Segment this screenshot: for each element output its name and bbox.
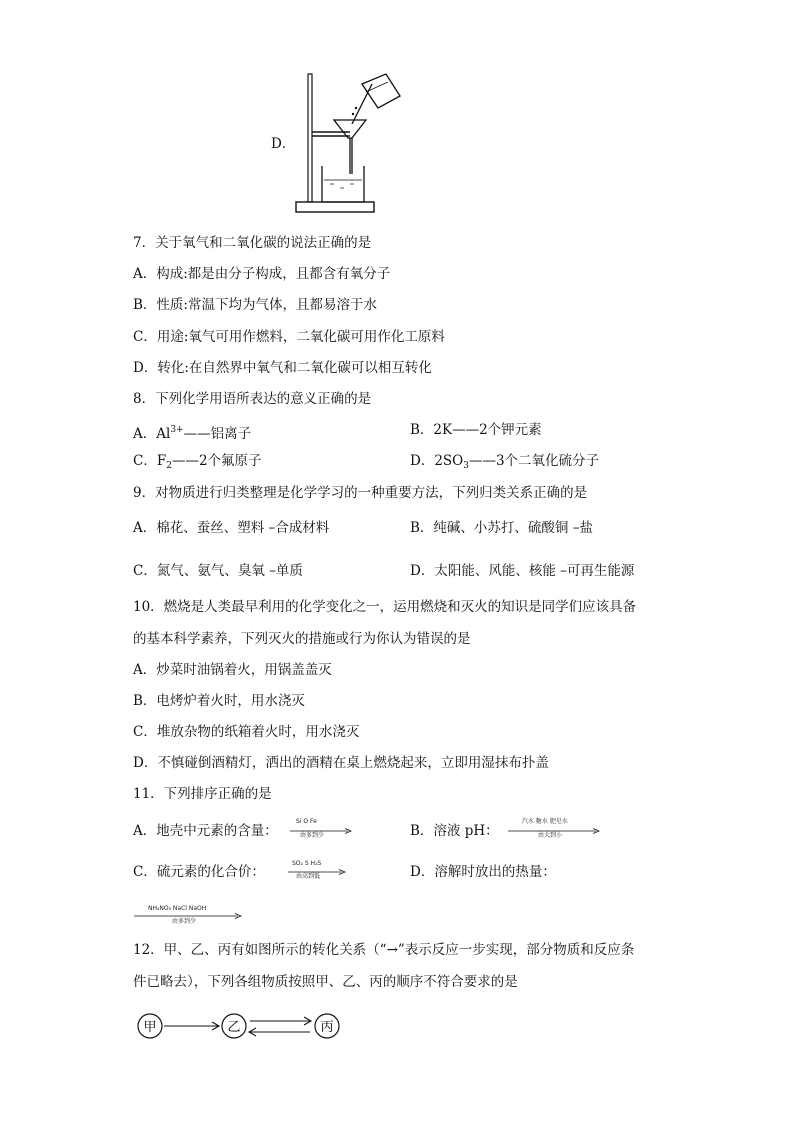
- q8-option-d: D．$2SO_3——3$个二氧化硫分子: [410, 453, 600, 471]
- q8-option-a: A．$Al^{3+}——$铝离子: [133, 425, 252, 442]
- q11-d-order-bottom: 由多到少: [172, 918, 197, 925]
- q9-option-b: B．纯碱、小苏打、硫酸铜 –盐: [410, 520, 593, 536]
- q9-option-c: C．氮气、氨气、臭氧 –单质: [133, 563, 303, 579]
- q11-c-arrow: [288, 869, 346, 875]
- q9-option-d: D．太阳能、风能、核能 –可再生能源: [410, 563, 635, 579]
- q10-stem-line2: 的基本科学素养，下列灭火的措施或行为你认为错误的是: [133, 631, 471, 647]
- node-2-label: 乙: [227, 1020, 241, 1035]
- q11-stem: 11．下列排序正确的是: [133, 786, 272, 802]
- q11-a-order-bottom: 由多到少: [300, 832, 325, 839]
- q12-conversion-diagram: [130, 1010, 350, 1044]
- q7-option-a: A．构成:都是由分子构成，且都含有氧分子: [133, 266, 391, 282]
- q11-d-order-top: NH₄NO₃ NaCl NaOH: [148, 905, 207, 912]
- q10-option-a: A．炒菜时油锅着火，用锅盖盖灭: [133, 662, 332, 678]
- filtration-apparatus-figure: [290, 70, 410, 220]
- node-1-label: 甲: [143, 1020, 157, 1035]
- q11-b-order-bottom: 由大到小: [538, 832, 563, 839]
- node-3-label: 丙: [320, 1020, 334, 1035]
- q11-option-d: D．溶解时放出的热量：: [410, 864, 556, 880]
- q10-option-c: C．堆放杂物的纸箱着火时，用水浇灭: [133, 724, 360, 740]
- q10-stem-line1: 10．燃烧是人类最早利用的化学变化之一，运用燃烧和灭火的知识是同学们应该具备: [133, 599, 637, 615]
- q10-option-d: D．不慎碰倒酒精灯，洒出的酒精在桌上燃烧起来，立即用湿抹布扑盖: [133, 755, 549, 771]
- q9-stem: 9．对物质进行归类整理是化学学习的一种重要方法，下列归类关系正确的是: [133, 485, 588, 501]
- q9-option-a: A．棉花、蚕丝、塑料 –合成材料: [133, 520, 330, 536]
- q7-stem: 7．关于氧气和二氧化碳的说法正确的是: [133, 235, 372, 251]
- q11-a-arrow: [290, 828, 352, 834]
- q12-stem-line2: 件已略去），下列各组物质按照甲、乙、丙的顺序不符合要求的是: [133, 974, 518, 990]
- q7-option-d: D．转化:在自然界中氧气和二氧化碳可以相互转化: [133, 360, 432, 376]
- q11-c-order-bottom: 由高到低: [296, 873, 321, 880]
- q11-option-b: B．溶液 pH：: [410, 823, 499, 839]
- q11-option-c: C．硫元素的化合价：: [133, 864, 265, 880]
- q6-option-d-label: D．: [271, 136, 296, 152]
- q8-option-c: C．$F_2——2$个氟原子: [133, 453, 262, 471]
- q11-b-arrow: [508, 828, 600, 834]
- q12-stem-line1: 12．甲、乙、丙有如图所示的转化关系（“→”表示反应一步实现，部分物质和反应条: [133, 942, 635, 958]
- q8-stem: 8．下列化学用语所表达的意义正确的是: [133, 391, 372, 407]
- q7-option-c: C．用途:氧气可用作燃料，二氧化碳可用作化工原料: [133, 329, 445, 345]
- q11-a-order-top: Si O Fe: [296, 818, 317, 825]
- q11-d-arrow: [134, 913, 242, 919]
- q10-option-b: B．电烤炉着火时，用水浇灭: [133, 693, 305, 709]
- q11-c-order-top: SO₂ S H₂S: [292, 860, 322, 867]
- q8-option-b: B．2K——2个钾元素: [410, 422, 542, 438]
- q11-b-order-top: 汽水 糖水 肥皂水: [522, 818, 568, 825]
- q7-option-b: B．性质:常温下均为气体，且都易溶于水: [133, 297, 377, 313]
- q11-option-a: A．地壳中元素的含量：: [133, 823, 278, 839]
